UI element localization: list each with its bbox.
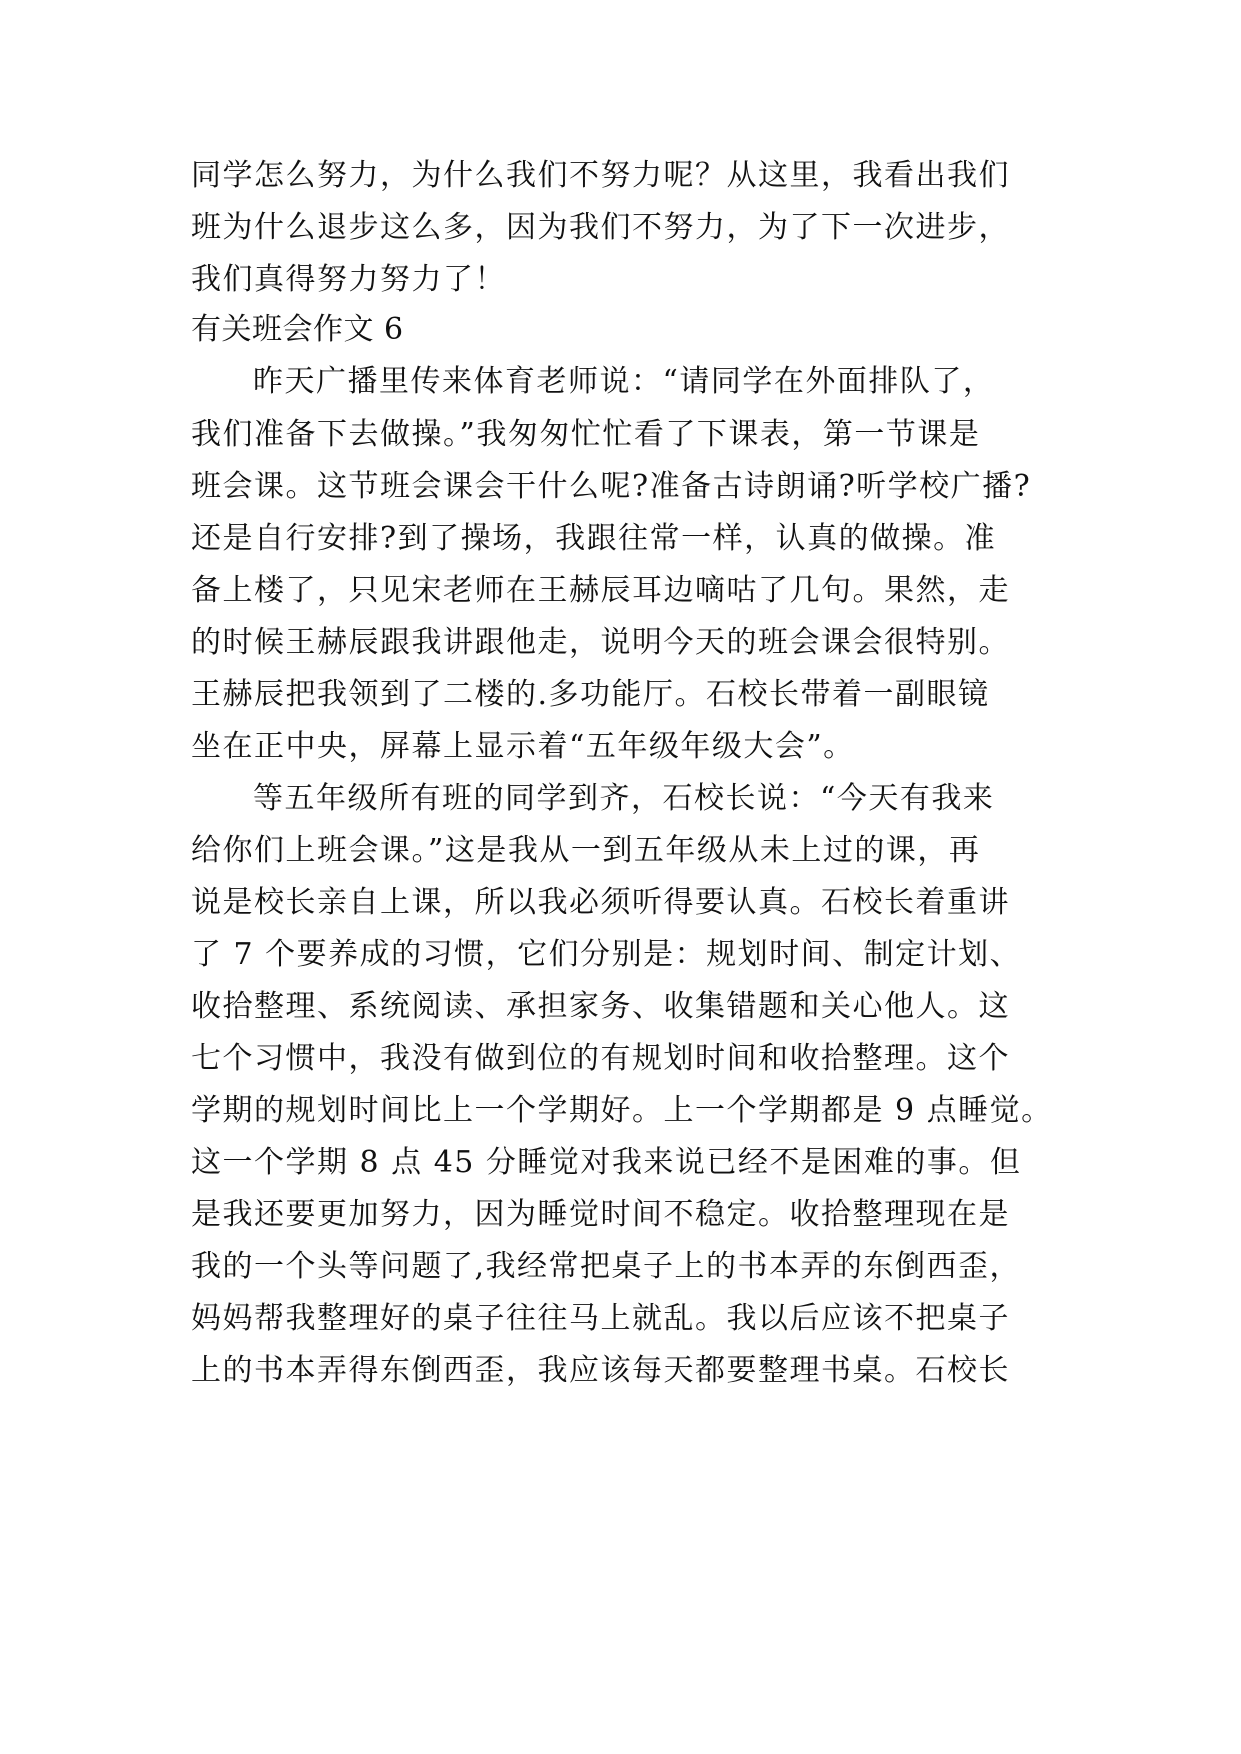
text-line: 班会课。这节班会课会干什么呢?准备古诗朗诵?听学校广播?	[191, 469, 1032, 504]
text-line: 妈妈帮我整理好的桌子往往马上就乱。我以后应该不把桌子	[191, 1301, 1010, 1336]
text-line: 我们准备下去做操。”我匆匆忙忙看了下课表，第一节课是	[191, 417, 981, 452]
text-line: 给你们上班会课。”这是我从一到五年级从未上过的课，再	[191, 833, 981, 868]
paragraph-first-line: 昨天广播里传来体育老师说：“请同学在外面排队了，	[253, 364, 995, 399]
text-line: 是我还要更加努力，因为睡觉时间不稳定。收拾整理现在是	[191, 1197, 1010, 1232]
text-line: 七个习惯中，我没有做到位的有规划时间和收拾整理。这个	[191, 1041, 1010, 1076]
text-line: 我的一个头等问题了,我经常把桌子上的书本弄的东倒西歪，	[191, 1249, 1022, 1284]
text-line: 还是自行安排?到了操场，我跟往常一样，认真的做操。准	[191, 521, 997, 556]
text-line: 我们真得努力努力了！	[191, 262, 506, 297]
text-line: 班为什么退步这么多，因为我们不努力，为了下一次进步，	[191, 210, 1010, 245]
text-line: 备上楼了，只见宋老师在王赫辰耳边嘀咕了几句。果然，走	[191, 573, 1010, 608]
section-heading: 有关班会作文 6	[191, 312, 404, 347]
text-line: 坐在正中央，屏幕上显示着“五年级年级大会”。	[191, 729, 855, 764]
text-line: 上的书本弄得东倒西歪，我应该每天都要整理书桌。石校长	[191, 1353, 1010, 1388]
text-line: 同学怎么努力，为什么我们不努力呢？从这里，我看出我们	[191, 158, 1010, 193]
paragraph-first-line: 等五年级所有班的同学到齐，石校长说：“今天有我来	[253, 781, 995, 816]
text-line: 的时候王赫辰跟我讲跟他走，说明今天的班会课会很特别。	[191, 625, 1010, 660]
text-line: 了 7 个要养成的习惯，它们分别是：规划时间、制定计划、	[191, 937, 1022, 972]
text-line: 王赫辰把我领到了二楼的.多功能厅。石校长带着一副眼镜	[191, 677, 990, 712]
text-line: 这一个学期 8 点 45 分睡觉对我来说已经不是困难的事。但	[191, 1145, 1022, 1180]
text-line: 说是校长亲自上课，所以我必须听得要认真。石校长着重讲	[191, 885, 1010, 920]
text-line: 学期的规划时间比上一个学期好。上一个学期都是 9 点睡觉。	[191, 1093, 1053, 1128]
text-line: 收拾整理、系统阅读、承担家务、收集错题和关心他人。这	[191, 989, 1010, 1024]
